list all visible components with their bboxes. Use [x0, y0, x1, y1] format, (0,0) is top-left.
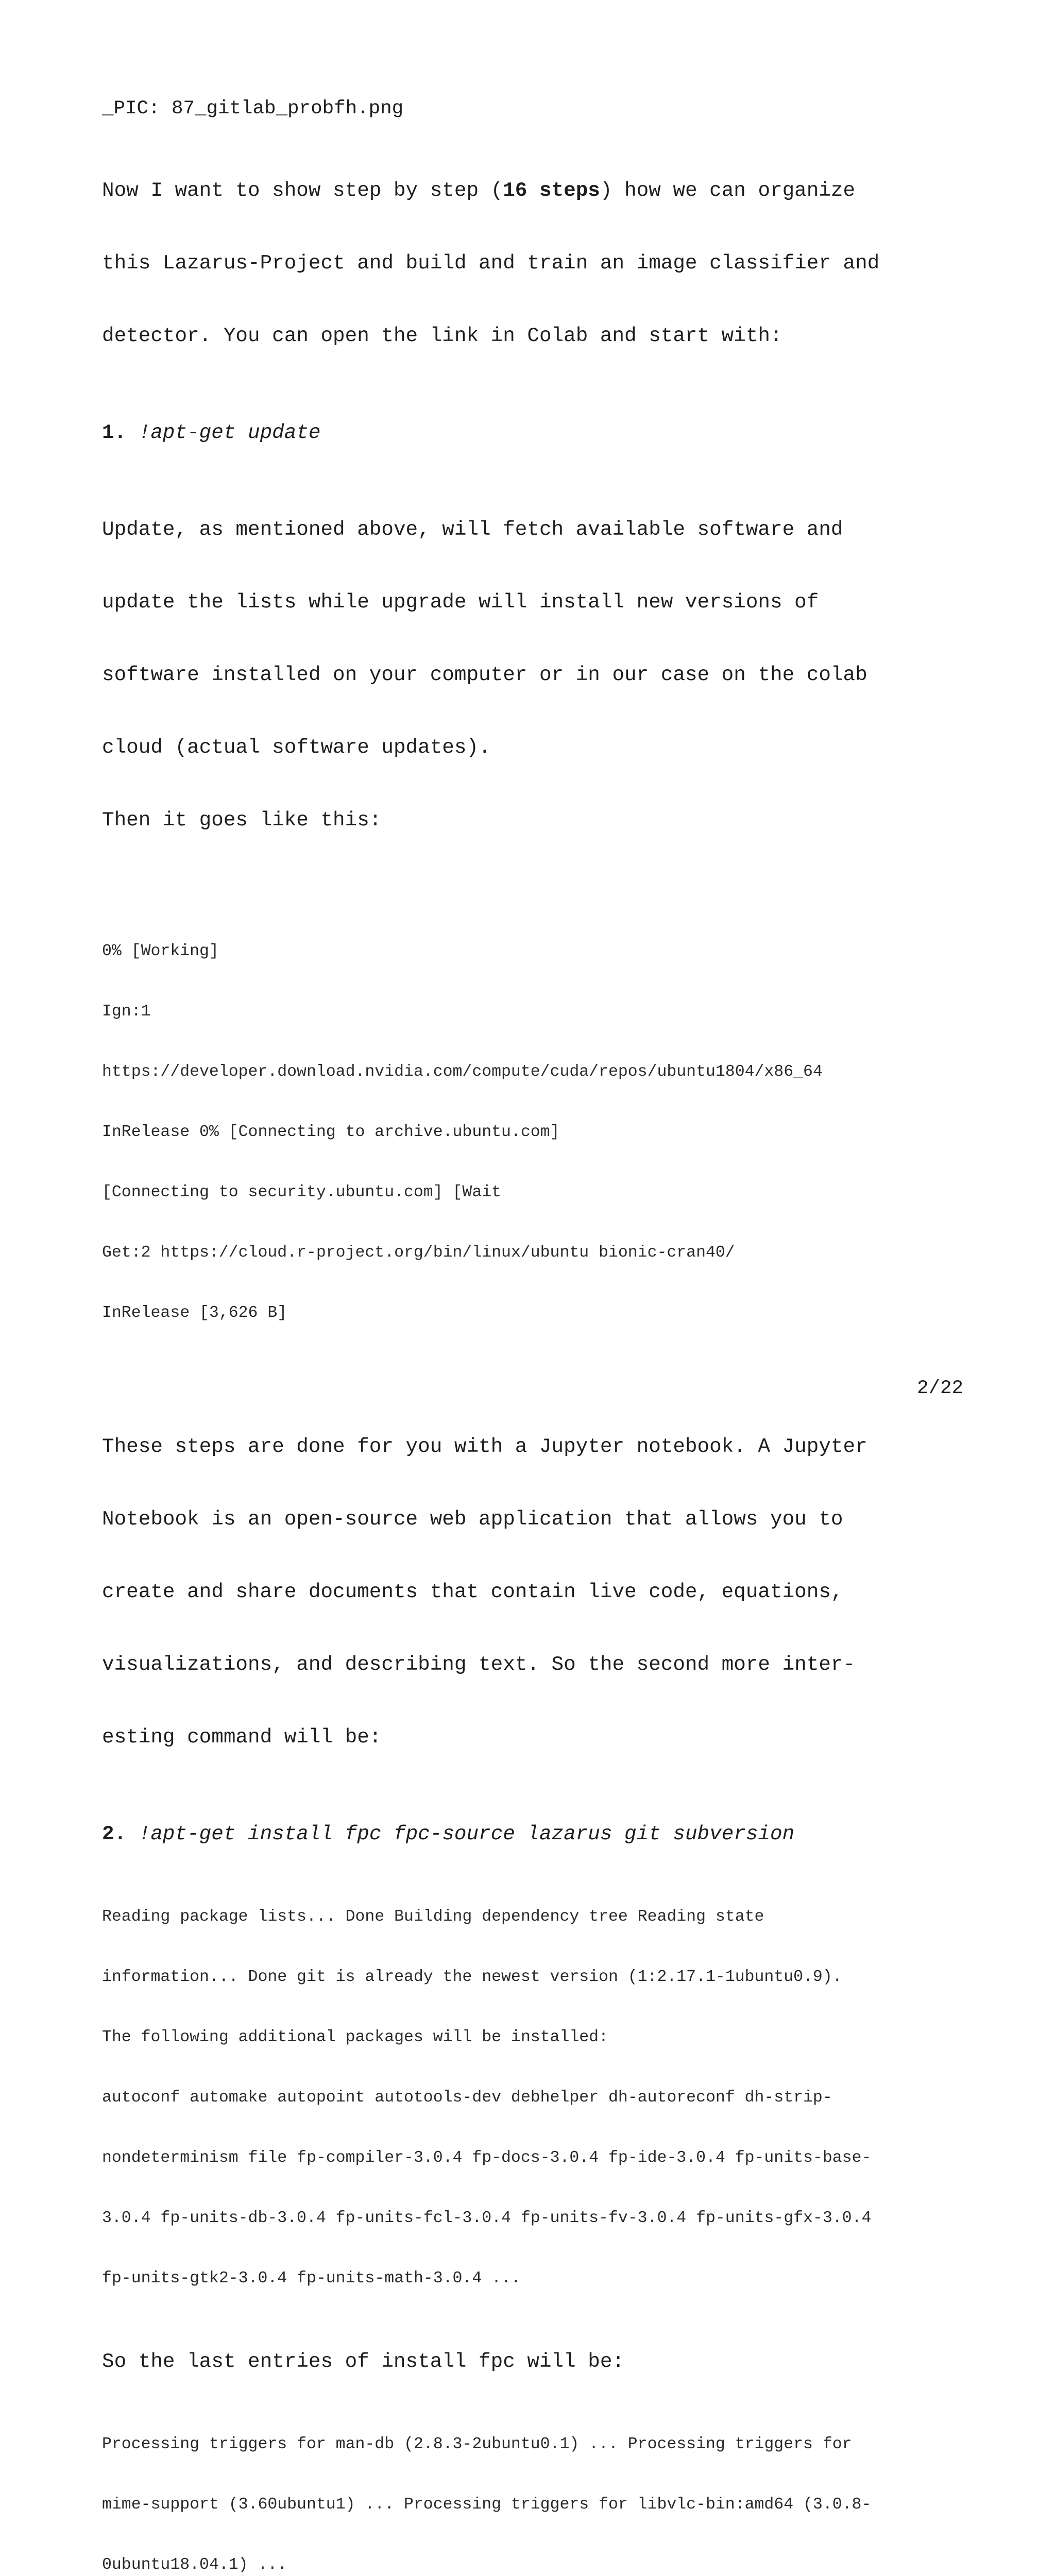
intro-paragraph	[102, 130, 967, 396]
picture-label: _PIC: 87_gitlab_probfh.png	[102, 98, 404, 120]
update-paragraph: Update, as mentioned above, will fetch available software and update the lists while upgrade will install new versions of software installed on your computer or in our case on the colab cloud (actual software updates). Then it goes like this:	[102, 518, 867, 832]
step-2-heading	[102, 1822, 967, 1846]
update-output-block: 0% [Working] Ign:1 https://developer.download.nvidia.com/compute/cuda/repos/ubuntu1804/x86_64 InRelease 0% [Connecting to archive.ubuntu.com] [Connecting to security.ubuntu.com] [Wait Get:2 https://cloud.r-project.org/bin/linux/ubuntu bionic-cran40/ InRelease [3,626 B]	[102, 942, 823, 1322]
step-1-command: !apt-get update	[138, 421, 321, 444]
triggers-output-block: Processing triggers for man-db (2.8.3-2ubuntu0.1) ... Processing triggers for mime-support (3.60ubuntu1) ... Processing triggers for libvlc-bin:amd64 (3.0.8- 0ubuntu18.04.1) ...	[102, 2435, 872, 2574]
steps-count-bold: 16 steps	[503, 179, 600, 202]
step-2-number: 2.	[102, 1822, 127, 1845]
intro-line-3: detector. You can open the link in Colab and start with:	[102, 324, 782, 347]
install-output-block: Reading package lists... Done Building dependency tree Reading state information... Done git is already the newest version (1:2.17.1-1ubuntu0.9). The following additional packages will be installed: autoconf automake autopoint autotools-dev debhelper dh-autoreconf dh-strip- nondeterminism file fp-compiler-3.0.4 fp-docs-3.0.4 fp-ide-3.0.4 fp-units-base- 3.0.4 fp-units-db-3.0.4 fp-units-fcl-3.0.4 fp-units-fv-3.0.4 fp-units-gfx-3.0.4 fp-units-gtk2-3.0.4 fp-units-math-3.0.4 ...	[102, 1908, 872, 2287]
step-1-heading	[102, 420, 967, 445]
step-2-command: !apt-get install fpc fpc-source lazarus git subversion	[138, 1822, 795, 1845]
step-1-number: 1.	[102, 421, 127, 444]
document-page	[102, 97, 967, 2576]
last-entries-paragraph: So the last entries of install fpc will be:	[102, 2350, 625, 2373]
page-number: 2/22	[916, 1378, 963, 1399]
intro-line-1: Now I want to show step by step (16 steps) how we can organize	[102, 179, 856, 202]
jupyter-paragraph: These steps are done for you with a Jupyter notebook. A Jupyter Notebook is an open-source web application that allows you to create and share documents that contain live code, equations, visualizations, and describing text. So the second more inter- esting command will be:	[102, 1435, 867, 1749]
intro-line-2: this Lazarus-Project and build and train an image classifier and	[102, 251, 880, 275]
